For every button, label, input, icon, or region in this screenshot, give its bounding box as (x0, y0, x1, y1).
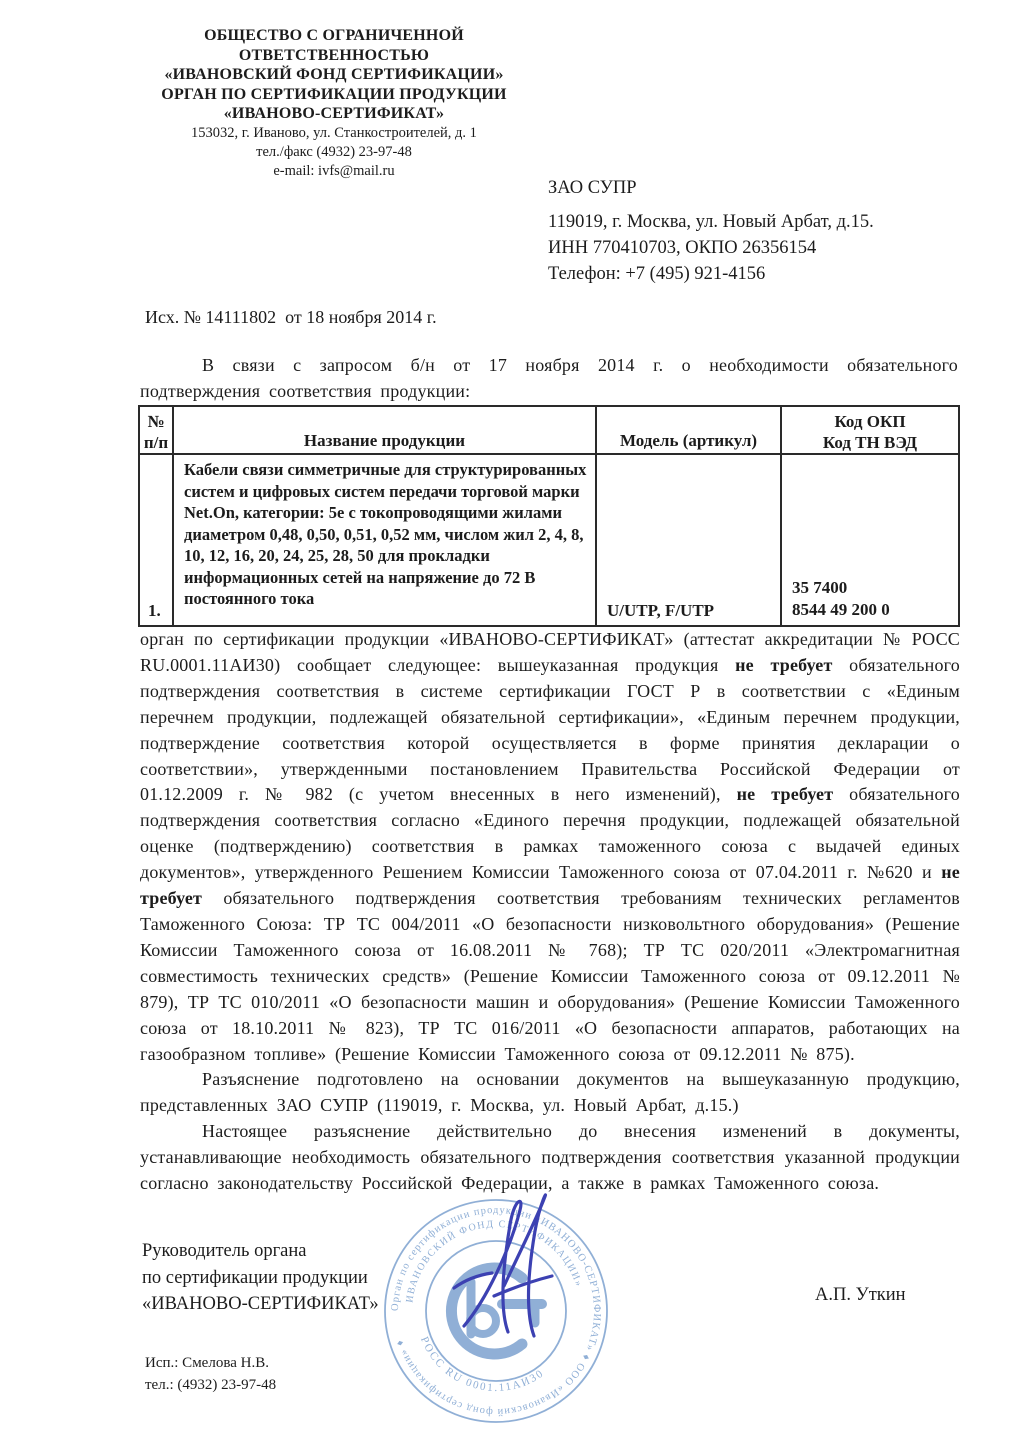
org-phone: тел./факс (4932) 23-97-48 (256, 143, 412, 160)
org-address: 153032, г. Иваново, ул. Станкостроителей, д. 1 (191, 124, 477, 141)
recipient-address: 119019, г. Москва, ул. Новый Арбат, д.15. (548, 212, 874, 232)
main-paragraph: орган по сертификации продукции «ИВАНОВО-СЕРТИФИКАТ» (аттестат аккредитации № РОСС RU.0001.11АИ30) сообщает следующее: вышеуказанная продукция не требует обязательного подтверждения соответствия в системе сертификации ГОСТ Р в соответствии с «Единым перечнем продукции, подлежащей обязательной сертификации», «Единым перечнем продукции, подтверждение соответствия которой осуществляется в форме принятия декларации о соответствии», утвержденными постановлением Правительства Российской Федерации от 01.12.2009 г. № 982 (с учетом внесенных в него изменений), не требует обязательного подтверждения соответствия согласно «Единого перечня продукции, подлежащей обязательной оценке (подтверждению) соответствия в рамках таможенного союза с выдачей единых документов», утвержденного Решением Комиссии Таможенного союза от 07.04.2011 г. №620 и не требует обязательного подтверждения соответствия требованиям технических регламентов Таможенного Союза: ТР ТС 004/2011 «О безопасности низковольтного оборудования» (Решение Комиссии Таможенного союза от 16.08.2011 № 768); ТР ТС 020/2011 «Электромагнитная совместимость технических средств» (Решение Комиссии Таможенного союза от 09.12.2011 № 879), ТР ТС 010/2011 «О безопасности машин и оборудования» (Решение Комиссии Таможенного союза от 18.10.2011 № 823), ТР ТС 016/2011 «О безопасности аппаратов, работающих на газообразном топливе» (Решение Комиссии Таможенного союза от 09.12.2011 № 875). (140, 629, 960, 1064)
signature-role-block (142, 1238, 482, 1318)
table-header-row (139, 406, 959, 454)
product-codes-cell (781, 454, 959, 626)
executor-block (145, 1352, 276, 1396)
signer-role-line: Руководитель органа (142, 1241, 307, 1261)
org-name-line: ОРГАН ПО СЕРТИФИКАЦИИ ПРОДУКЦИИ (161, 85, 507, 103)
org-email: e-mail: ivfs@mail.ru (273, 162, 395, 179)
executor-phone: тел.: (4932) 23-97-48 (145, 1377, 277, 1393)
stamp-outer-ring-text: Орган по сертификации продукции «ИВАНОВО-СЕРТИФИКАТ» ♦ ООО «Ивановский фонд сертификации» ♦ (389, 1204, 603, 1418)
table-row (139, 454, 959, 626)
executor-name: Исп.: Смелова Н.В. (145, 1355, 269, 1371)
org-name-line: ОБЩЕСТВО С ОГРАНИЧЕННОЙ (204, 27, 464, 44)
col-header-model (596, 406, 781, 454)
org-name-line: «ИВАНОВСКИЙ ФОНД СЕРТИФИКАЦИИ» (164, 66, 504, 83)
signer-role-line: по сертификации продукции (142, 1267, 368, 1288)
col-header-name-line: Название продукции (303, 431, 466, 450)
col-header-codes-line: Код ТН ВЭД (822, 433, 918, 452)
col-header-codes (781, 406, 959, 454)
recipient-name: ЗАО СУПР (548, 178, 637, 198)
intro-paragraph: В связи с запросом б/н от 17 ноября 2014 г. о необходимости обязательного подтверждения соответствия продукции: (140, 355, 958, 401)
org-name-line: «ИВАНОВО-СЕРТИФИКАТ» (223, 105, 445, 122)
col-header-num-line: № (147, 412, 165, 431)
product-model-cell: U/UTP, F/UTP (596, 454, 781, 626)
stamp-inner-bottom-text: РОСС RU 0001.11АИ30 (417, 1334, 547, 1395)
org-name-line: ОТВЕТСТВЕННОСТЬЮ (238, 46, 430, 64)
signer-role-line: «ИВАНОВО-СЕРТИФИКАТ» (142, 1294, 379, 1314)
col-header-num-line: п/п (143, 433, 169, 452)
stamp-inner-top-text: ИВАНОВСКИЙ ФОНД СЕРТИФИКАЦИИ» (404, 1218, 585, 1304)
tnved-code: 8544 49 200 0 (792, 600, 890, 619)
recipient-inn-okpo: ИНН 770410703, ОКПО 26356154 (548, 238, 817, 258)
recipient-block (548, 176, 978, 287)
okp-code: 35 7400 (792, 578, 848, 597)
recipient-phone: Телефон: +7 (495) 921-4156 (548, 264, 766, 284)
col-header-num (139, 406, 173, 454)
row-number-cell: 1. (139, 454, 173, 626)
col-header-model-line: Модель (артикул) (619, 431, 758, 450)
letterhead (138, 26, 530, 181)
outgoing-ref-line: Исх. № 14111802 от 18 ноября 2014 г. (145, 307, 437, 327)
product-table (138, 405, 960, 627)
signer-name: А.П. Уткин (815, 1285, 906, 1305)
product-name-cell: Кабели связи симметричные для структурированных систем и цифровых систем передачи торговой марки Net.On, категории: 5е с токопроводящими жилами диаметром 0,48, 0,50, 0,51, 0,52 мм, числом жил 2, 4, 8, 10, 12, 16, 20, 24, 25, 28, 50 для прокладки информационных сетей на напряжение до 72 В постоянного тока (173, 454, 596, 626)
col-header-name (173, 406, 596, 454)
basis-paragraph: Разъяснение подготовлено на основании документов на вышеуказанную продукцию, представленных ЗАО СУПР (119019, г. Москва, ул. Новый Арбат, д.15.) (140, 1069, 960, 1116)
validity-paragraph: Настоящее разъяснение действительно до внесения изменений в документы, устанавливающие необходимость обязательного подтверждения соответствия указанной продукции согласно законодательству Российской Федерации, а также в рамках Таможенного союза. (140, 1121, 960, 1194)
col-header-codes-line: Код ОКП (834, 412, 906, 431)
body-text (140, 627, 960, 1197)
